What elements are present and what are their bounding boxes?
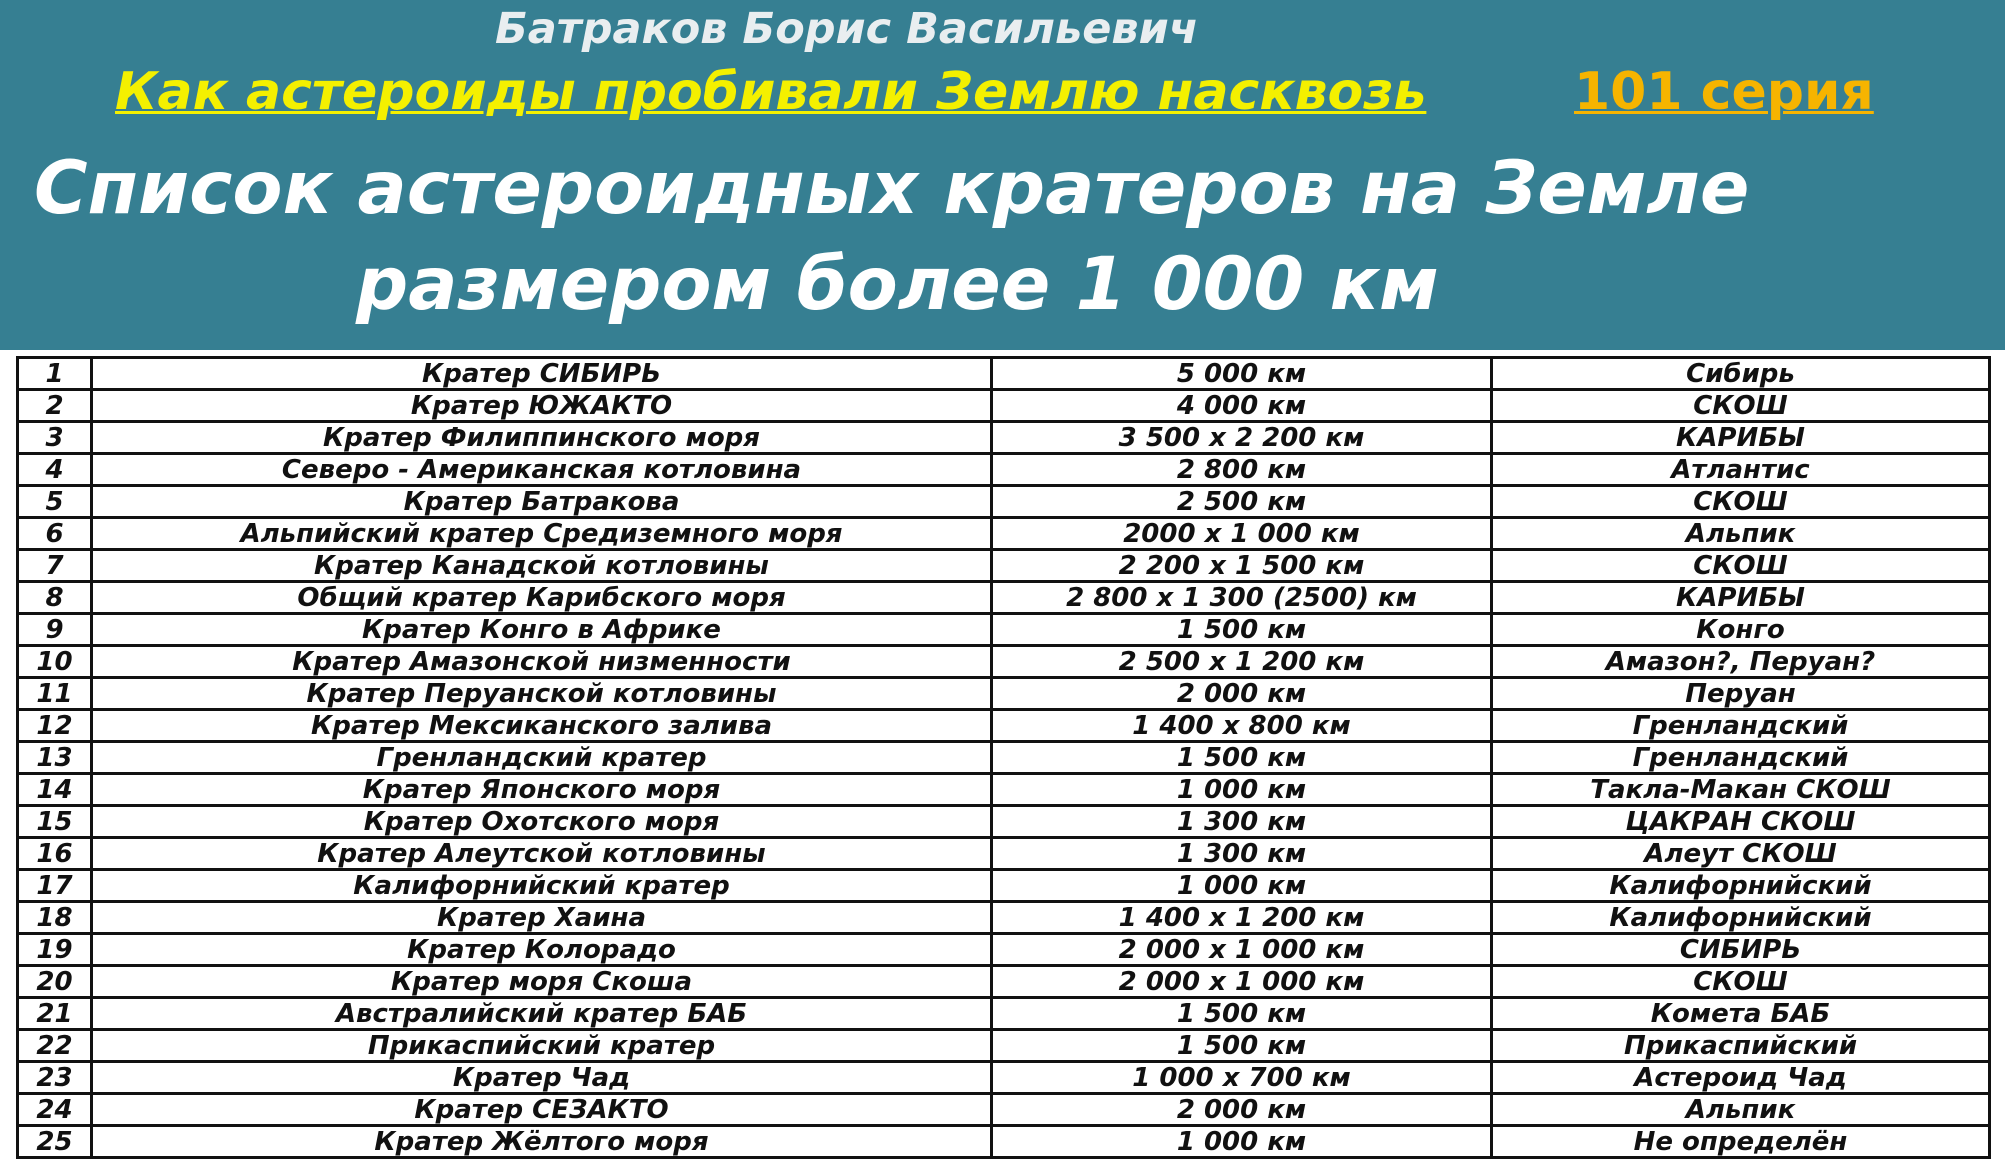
crater-region: Гренландский — [1492, 742, 1990, 774]
crater-size: 1 300 км — [992, 806, 1492, 838]
crater-name: Кратер Колорадо — [92, 934, 992, 966]
row-number: 20 — [18, 966, 92, 998]
row-number: 11 — [18, 678, 92, 710]
row-number: 17 — [18, 870, 92, 902]
table-row — [18, 614, 1990, 646]
crater-region: Прикаспийский — [1492, 1030, 1990, 1062]
crater-region: КАРИБЫ — [1492, 422, 1990, 454]
crater-region: Такла-Макан СКОШ — [1492, 774, 1990, 806]
table-row — [18, 1094, 1990, 1126]
row-number: 4 — [18, 454, 92, 486]
crater-table-container — [16, 356, 1988, 1157]
table-row — [18, 1030, 1990, 1062]
row-number: 8 — [18, 582, 92, 614]
table-row — [18, 998, 1990, 1030]
table-row — [18, 710, 1990, 742]
crater-name: Кратер ЮЖАКТО — [92, 390, 992, 422]
crater-region: Конго — [1492, 614, 1990, 646]
crater-size: 4 000 км — [992, 390, 1492, 422]
crater-name: Кратер Амазонской низменности — [92, 646, 992, 678]
crater-name: Кратер Чад — [92, 1062, 992, 1094]
row-number: 21 — [18, 998, 92, 1030]
crater-size: 1 500 км — [992, 1030, 1492, 1062]
table-row — [18, 646, 1990, 678]
crater-region: СИБИРЬ — [1492, 934, 1990, 966]
crater-size: 1 500 км — [992, 614, 1492, 646]
table-row — [18, 742, 1990, 774]
table-row — [18, 806, 1990, 838]
crater-name: Прикаспийский кратер — [92, 1030, 992, 1062]
table-row — [18, 550, 1990, 582]
table-row — [18, 838, 1990, 870]
crater-size: 2 000 х 1 000 км — [992, 934, 1492, 966]
row-number: 7 — [18, 550, 92, 582]
series-subtitle: Как астероиды пробивали Землю насквозь — [115, 62, 1427, 122]
row-number: 12 — [18, 710, 92, 742]
row-number: 6 — [18, 518, 92, 550]
crater-name: Кратер Батракова — [92, 486, 992, 518]
table-row — [18, 454, 1990, 486]
table-row — [18, 934, 1990, 966]
crater-table-body — [18, 358, 1990, 1158]
title-banner — [0, 0, 2005, 350]
crater-size: 1 000 км — [992, 1126, 1492, 1158]
page-title-line-2: размером более 1 000 км — [356, 242, 1439, 327]
row-number: 15 — [18, 806, 92, 838]
page-title-line-1: Список астероидных кратеров на Земле — [34, 146, 1750, 231]
crater-size: 2 000 км — [992, 678, 1492, 710]
table-row — [18, 966, 1990, 998]
crater-region: Альпик — [1492, 518, 1990, 550]
row-number: 25 — [18, 1126, 92, 1158]
row-number: 13 — [18, 742, 92, 774]
table-row — [18, 358, 1990, 390]
row-number: 14 — [18, 774, 92, 806]
table-row — [18, 518, 1990, 550]
crater-region: СКОШ — [1492, 486, 1990, 518]
row-number: 5 — [18, 486, 92, 518]
crater-region: Сибирь — [1492, 358, 1990, 390]
table-row — [18, 678, 1990, 710]
crater-name: Кратер Конго в Африке — [92, 614, 992, 646]
row-number: 22 — [18, 1030, 92, 1062]
crater-name: Кратер Канадской котловины — [92, 550, 992, 582]
crater-region: Альпик — [1492, 1094, 1990, 1126]
crater-name: Австралийский кратер БАБ — [92, 998, 992, 1030]
table-row — [18, 870, 1990, 902]
crater-size: 2 000 х 1 000 км — [992, 966, 1492, 998]
crater-size: 1 500 км — [992, 998, 1492, 1030]
crater-name: Кратер СИБИРЬ — [92, 358, 992, 390]
crater-size: 5 000 км — [992, 358, 1492, 390]
row-number: 10 — [18, 646, 92, 678]
crater-size: 1 000 км — [992, 870, 1492, 902]
row-number: 19 — [18, 934, 92, 966]
row-number: 16 — [18, 838, 92, 870]
row-number: 23 — [18, 1062, 92, 1094]
crater-size: 2 500 х 1 200 км — [992, 646, 1492, 678]
row-number: 2 — [18, 390, 92, 422]
crater-region: Перуан — [1492, 678, 1990, 710]
author-name: Батраков Борис Васильевич — [495, 4, 1199, 54]
table-row — [18, 390, 1990, 422]
crater-region: КАРИБЫ — [1492, 582, 1990, 614]
table-row — [18, 1126, 1990, 1158]
table-row — [18, 1062, 1990, 1094]
crater-region: Астероид Чад — [1492, 1062, 1990, 1094]
row-number: 24 — [18, 1094, 92, 1126]
episode-label: 101 серия — [1574, 62, 1874, 122]
crater-name: Гренландский кратер — [92, 742, 992, 774]
crater-name: Кратер СЕЗАКТО — [92, 1094, 992, 1126]
crater-name: Кратер Хаина — [92, 902, 992, 934]
crater-region: СКОШ — [1492, 550, 1990, 582]
crater-name: Альпийский кратер Средиземного моря — [92, 518, 992, 550]
crater-name: Кратер Филиппинского моря — [92, 422, 992, 454]
row-number: 1 — [18, 358, 92, 390]
crater-region: Алеут СКОШ — [1492, 838, 1990, 870]
crater-size: 1 000 км — [992, 774, 1492, 806]
crater-size: 1 400 х 1 200 км — [992, 902, 1492, 934]
crater-region: Комета БАБ — [1492, 998, 1990, 1030]
table-row — [18, 582, 1990, 614]
crater-name: Северо - Американская котловина — [92, 454, 992, 486]
crater-size: 2 500 км — [992, 486, 1492, 518]
crater-size: 2 200 х 1 500 км — [992, 550, 1492, 582]
crater-region: Амазон?, Перуан? — [1492, 646, 1990, 678]
table-row — [18, 486, 1990, 518]
crater-size: 3 500 х 2 200 км — [992, 422, 1492, 454]
crater-size: 2 000 км — [992, 1094, 1492, 1126]
crater-name: Кратер Жёлтого моря — [92, 1126, 992, 1158]
row-number: 3 — [18, 422, 92, 454]
crater-region: СКОШ — [1492, 390, 1990, 422]
crater-region: Калифорнийский — [1492, 870, 1990, 902]
crater-size: 2000 х 1 000 км — [992, 518, 1492, 550]
crater-size: 1 500 км — [992, 742, 1492, 774]
crater-size: 1 000 х 700 км — [992, 1062, 1492, 1094]
crater-name: Кратер Перуанской котловины — [92, 678, 992, 710]
table-row — [18, 774, 1990, 806]
crater-table — [16, 356, 1991, 1159]
crater-region: Гренландский — [1492, 710, 1990, 742]
table-row — [18, 422, 1990, 454]
table-row — [18, 902, 1990, 934]
crater-name: Кратер Мексиканского залива — [92, 710, 992, 742]
crater-name: Кратер моря Скоша — [92, 966, 992, 998]
crater-name: Калифорнийский кратер — [92, 870, 992, 902]
crater-size: 2 800 км — [992, 454, 1492, 486]
crater-size: 1 300 км — [992, 838, 1492, 870]
row-number: 9 — [18, 614, 92, 646]
crater-region: СКОШ — [1492, 966, 1990, 998]
crater-size: 1 400 х 800 км — [992, 710, 1492, 742]
crater-name: Кратер Японского моря — [92, 774, 992, 806]
crater-region: ЦАКРАН СКОШ — [1492, 806, 1990, 838]
row-number: 18 — [18, 902, 92, 934]
crater-region: Калифорнийский — [1492, 902, 1990, 934]
crater-name: Общий кратер Карибского моря — [92, 582, 992, 614]
crater-region: Атлантис — [1492, 454, 1990, 486]
crater-size: 2 800 х 1 300 (2500) км — [992, 582, 1492, 614]
crater-name: Кратер Алеутской котловины — [92, 838, 992, 870]
crater-name: Кратер Охотского моря — [92, 806, 992, 838]
crater-region: Не определён — [1492, 1126, 1990, 1158]
